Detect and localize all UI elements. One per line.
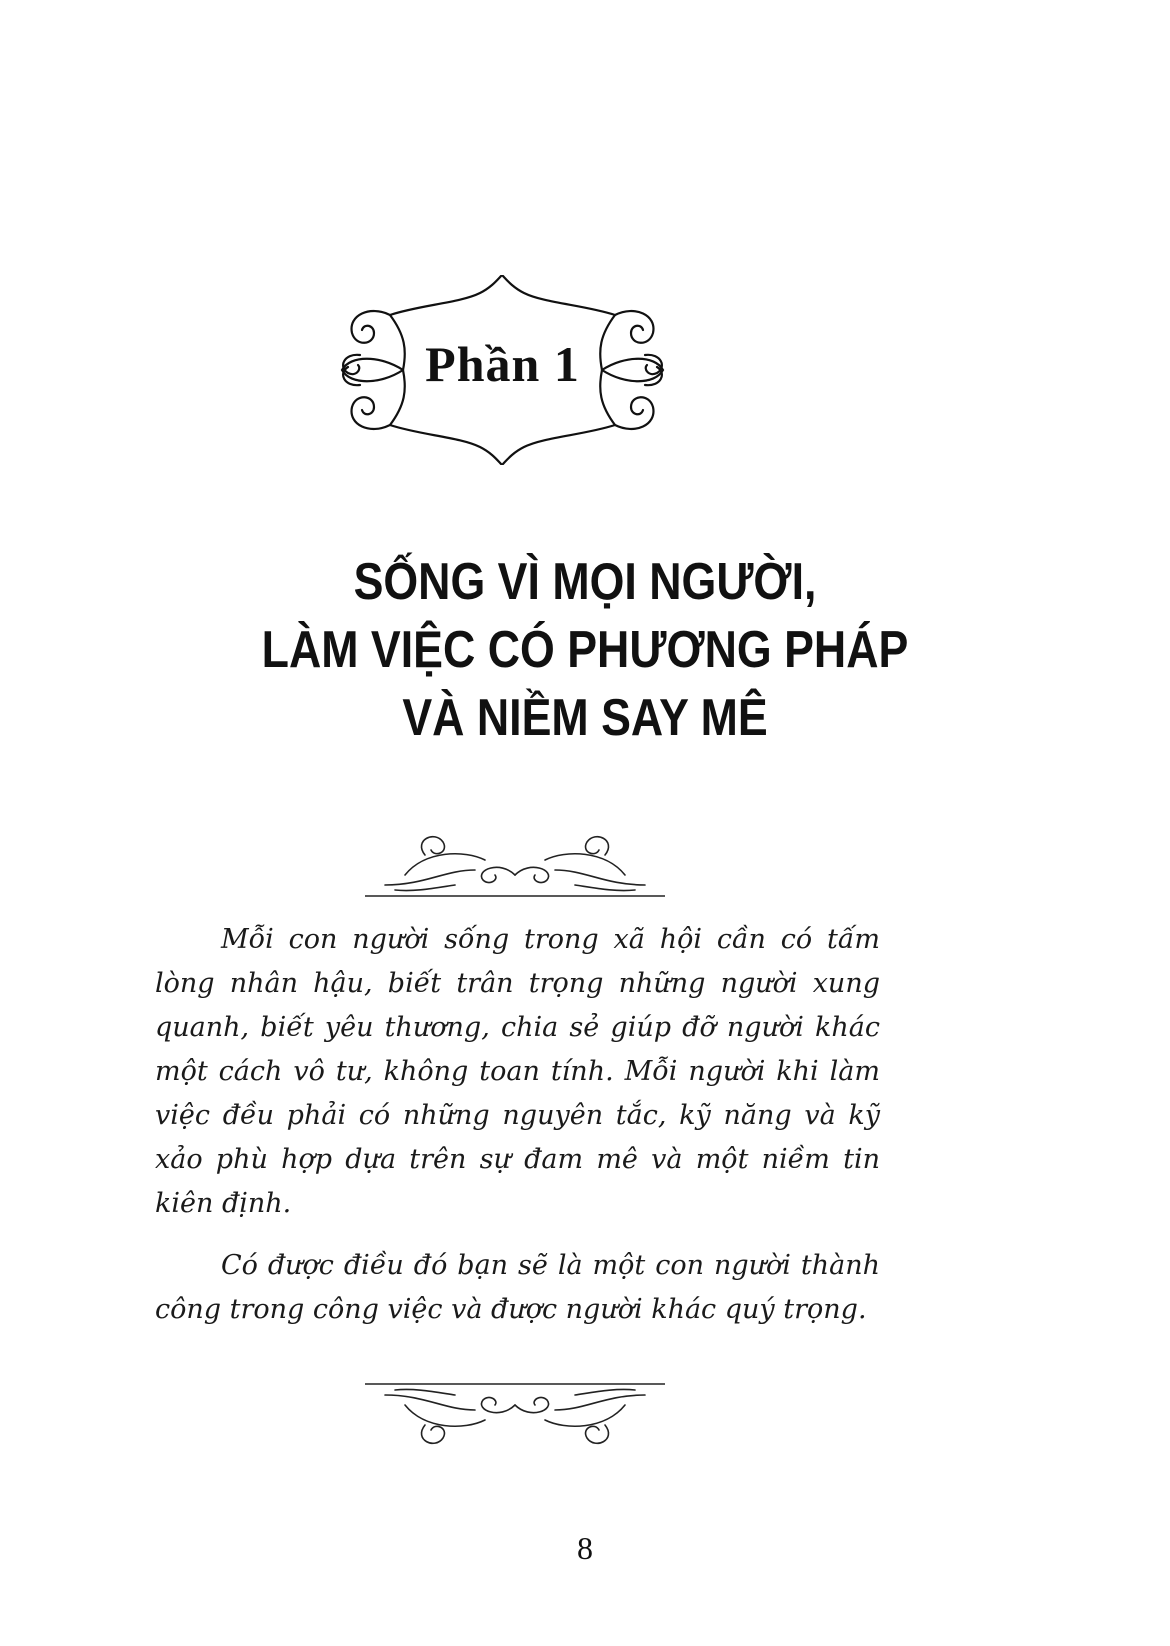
paragraph: Mỗi con người sống trong xã hội cần có tấm lòng nhân hậu, biết trân trọng những người xung quanh, biết yêu thương, chia sẻ giúp đỡ người khác một cách vô tư, không toan tính. Mỗi người khi làm việc đều phải có những nguyên tắc, kỹ năng và kỹ xảo phù hợp dựa trên sự đam mê và một niềm tin kiên định. xyxy=(155,924,880,1219)
body-text xyxy=(155,918,880,1350)
chapter-title xyxy=(151,548,1020,752)
part-badge xyxy=(330,275,675,465)
part-title: Phần 1 xyxy=(425,336,580,392)
flourish-divider-top xyxy=(365,830,665,900)
flourish-divider-bottom xyxy=(365,1380,665,1450)
chapter-title-line: SỐNG VÌ MỌI NGƯỜI, xyxy=(353,553,817,611)
chapter-title-line: VÀ NIỀM SAY MÊ xyxy=(402,689,768,747)
paragraph: Có được điều đó bạn sẽ là một con người thành công trong công việc và được người khác quý trọng. xyxy=(155,1250,880,1325)
chapter-title-line: LÀM VIỆC CÓ PHƯƠNG PHÁP xyxy=(261,621,909,679)
page-number: 8 xyxy=(577,1530,593,1566)
